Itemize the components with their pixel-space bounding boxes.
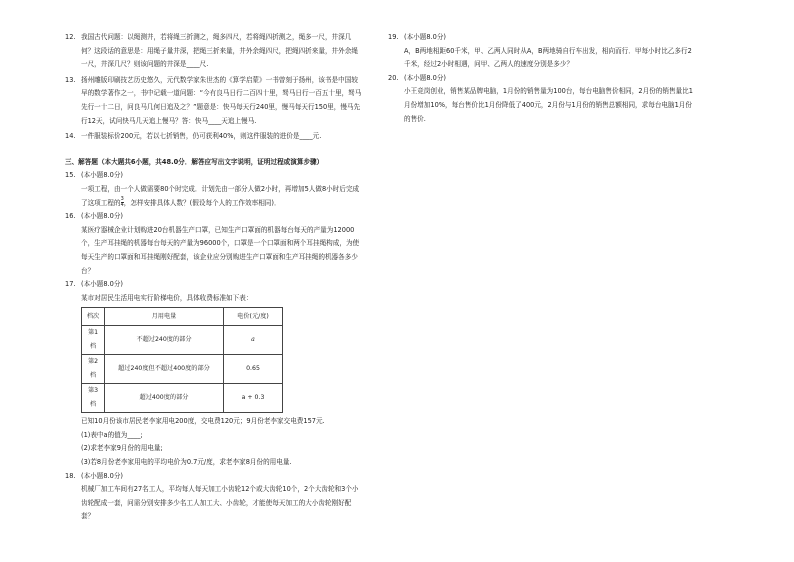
table-cell: 第2档 [82, 355, 105, 384]
question-text: 扬州雕版印刷技艺历史悠久，元代数学家朱世杰的《算学启蒙》一书曾刻于扬州，该书是中国较早的数学著作之一，书中记载一道问题：“今有良马日行二百四十里，驽马日行一百五十里，驽马先行一十二日，问良马几何日追及之？”题意是：快马每天行240里，慢马每天行150里，慢马先行12天，试问快马几天追上慢马？答：快马____天追上慢马. [81, 75, 362, 125]
question-12 [65, 31, 363, 72]
question-text: 某医疗器械企业计划购进20台机器生产口罩，已知生产口罩面的机器每台每天的产量为12000个，生产耳挂绳的机器每台每天的产量为96000个，口罩是一个口罩面和两个耳挂绳构成，为使每天生产的口罩面和耳挂绳刚好配套，该企业应分别购进生产口罩面和生产耳挂绳的机器各多少台？ [81, 225, 360, 275]
table-header: 档次 [82, 308, 105, 326]
question-number: 17. [65, 280, 76, 289]
table-header: 电价(元/度) [224, 308, 283, 326]
question-number: 14. [65, 132, 76, 141]
table-row [82, 384, 283, 413]
question-text: 一件服装标价200元，若以七折销售，仍可获利40%，则这件服装的进价是____元. [81, 132, 322, 141]
question-score: (本小题8.0分) [81, 280, 124, 289]
sub-question-2: (2)求老李家9月份的用电量; [81, 444, 163, 453]
question-score: (本小题8.0分) [81, 212, 124, 221]
sub-question-3: (3)若8月份老李家用电的平均电价为0.7元/度，求老李家8月份的用电量. [81, 458, 292, 467]
question-score: (本小题8.0分) [81, 171, 124, 180]
table-header-row [82, 308, 283, 326]
question-number: 12. [65, 33, 76, 41]
question-score: (本小题8.0分) [404, 73, 447, 82]
question-16 [65, 210, 363, 278]
question-number: 13. [65, 75, 76, 84]
table-cell: a [224, 326, 283, 355]
question-number: 18. [65, 471, 76, 480]
table-row [82, 326, 283, 355]
question-15 [65, 169, 363, 210]
question-14 [65, 130, 363, 144]
table-cell: 0.65 [224, 355, 283, 384]
table-header: 月用电量 [105, 308, 224, 326]
question-text: 小王竞岗创业，销售某品牌电脑，1月份的销售量为100台，每台电脑售价相同，2月份的销售量比1月份增加10%，每台售价比1月份降低了400元，2月份与1月份的销售总额相同，求每台电脑1月份的售价. [404, 87, 693, 123]
question-18 [65, 470, 363, 524]
question-17 [65, 278, 363, 470]
fraction: $\frac{3}{4}$ [120, 196, 124, 209]
table-row [82, 355, 283, 384]
question-number: 19. [388, 33, 399, 41]
question-number: 20. [388, 73, 399, 82]
question-text: A，B两地相距60千米，甲、乙两人同时从A，B两地骑自行车出发，相向而行．甲每小时比乙多行2千米，经过2小时相遇，问甲、乙两人的速度分别是多少？ [404, 46, 692, 69]
question-text: 已知10月份该市居民老李家用电200度，交电费120元；9月份老李家交电费157元. [81, 417, 325, 426]
question-score: (本小题8.0分) [81, 471, 124, 480]
sub-question-1: (1)表中a的值为____; [81, 430, 143, 439]
section-heading: 三、解答题（本大题共6小题，共48.0分．解答应写出文字说明，证明过程或演算步骤） [65, 157, 324, 166]
price-table [81, 307, 283, 413]
table-cell: a + 0.3 [224, 384, 283, 413]
table-cell: 超过400度的部分 [105, 384, 224, 413]
question-text: 机械厂加工车间有27名工人，平均每人每天加工小齿轮12个或大齿轮10个，2个大齿轮和3个小齿轮配成一套，问需分别安排多少名工人加工大、小齿轮，才能使每天加工的大小齿轮刚好配套？ [81, 485, 359, 521]
question-13 [65, 74, 363, 128]
question-score: (本小题8.0分) [404, 33, 447, 41]
question-text: 一项工程，由一个人做需要80个时完成．计划先由一部分人做2小时，再增加5人做8小时后完成了这项工程的 $\frac{3}{4}$ ，怎样安排具体人数？(假设每个人的工作效率相同)． [81, 184, 360, 209]
question-number: 16. [65, 212, 76, 221]
question-number: 15. [65, 171, 76, 180]
left-column [65, 31, 363, 524]
question-20 [388, 72, 694, 126]
table-cell: 超过240度但不超过400度的部分 [105, 355, 224, 384]
table-cell: 不超过240度的部分 [105, 326, 224, 355]
right-column [388, 31, 694, 126]
question-text: 我国古代问题：以绳测井，若将绳三折测之，绳多四尺，若将绳四折测之，绳多一尺，井深几何？这段话的意思是：用绳子量井深，把绳三折来量，井外余绳四尺，把绳四折来量，井外余绳一尺，井深几尺？则该问题的井深是____尺. [81, 33, 358, 69]
table-cell: 第1档 [82, 326, 105, 355]
question-19 [388, 31, 694, 72]
table-cell: 第3档 [82, 384, 105, 413]
question-intro: 某市对居民生活用电实行阶梯电价，具体收费标准如下表： [81, 293, 253, 302]
